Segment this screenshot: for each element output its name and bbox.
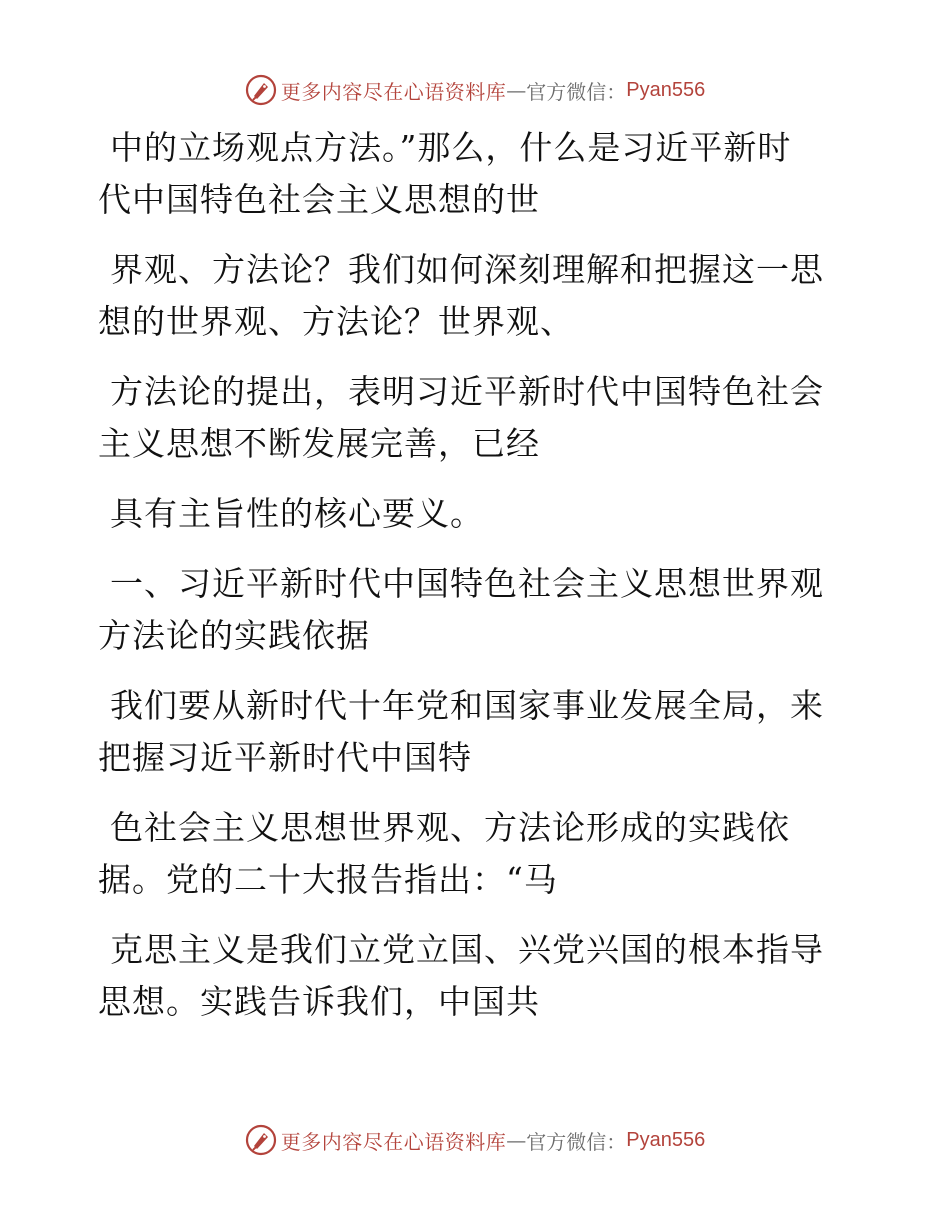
heading-line: 方法论的实践依据	[98, 616, 370, 655]
pen-nib-logo-icon	[245, 1124, 277, 1156]
pen-nib-logo-icon	[245, 74, 277, 106]
heading-line: 一、习近平新时代中国特色社会主义思想世界观	[110, 564, 824, 603]
footer-banner	[0, 1120, 950, 1160]
paragraph	[98, 924, 838, 1028]
paragraph	[98, 488, 838, 540]
header-banner	[0, 70, 950, 110]
paragraph-line: 代中国特色社会主义思想的世	[98, 180, 540, 219]
paragraph	[98, 122, 838, 226]
document-body	[98, 122, 838, 1046]
banner-official-label: 官方微信：	[526, 79, 627, 104]
banner-dash: —	[506, 78, 527, 102]
banner-wechat-id: Pyan556	[626, 1128, 706, 1151]
paragraph-line: 想的世界观、方法论？世界观、	[98, 302, 574, 341]
paragraph-line: 克思主义是我们立党立国、兴党兴国的根本指导	[110, 930, 824, 969]
paragraph	[98, 244, 838, 348]
paragraph-line: 界观、方法论？我们如何深刻理解和把握这一思	[110, 250, 824, 289]
paragraph-line: 思想。实践告诉我们，中国共	[98, 982, 540, 1021]
paragraph	[98, 802, 838, 906]
paragraph-line: 主义思想不断发展完善，已经	[98, 424, 540, 463]
banner-wechat-id: Pyan556	[626, 78, 706, 101]
banner-dash: —	[506, 1128, 527, 1152]
paragraph	[98, 680, 838, 784]
paragraph-line: 我们要从新时代十年党和国家事业发展全局，来	[110, 686, 824, 725]
paragraph-line: 色社会主义思想世界观、方法论形成的实践依	[110, 808, 790, 847]
section-heading	[98, 558, 838, 662]
paragraph-line: 据。党的二十大报告指出：“马	[98, 860, 558, 899]
paragraph-line: 把握习近平新时代中国特	[98, 738, 472, 777]
paragraph-line: 方法论的提出，表明习近平新时代中国特色社会	[110, 372, 824, 411]
banner-brand-text: 更多内容尽在心语资料库	[280, 79, 507, 104]
paragraph	[98, 366, 838, 470]
paragraph-line: 中的立场观点方法。”那么，什么是习近平新时	[110, 128, 792, 167]
paragraph-line: 具有主旨性的核心要义。	[110, 494, 484, 533]
banner-brand-text: 更多内容尽在心语资料库	[280, 1129, 507, 1154]
banner-official-label: 官方微信：	[526, 1129, 627, 1154]
